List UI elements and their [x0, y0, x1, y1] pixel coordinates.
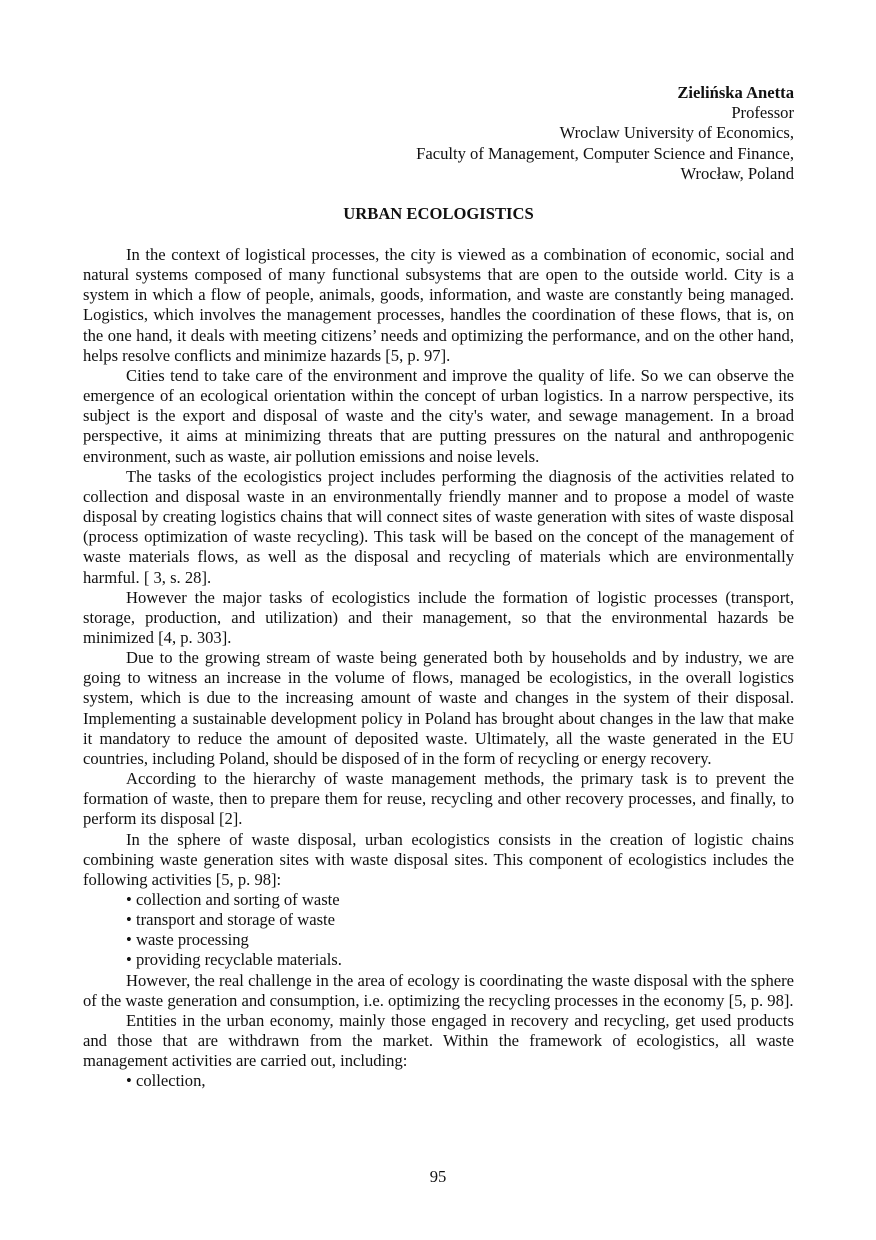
author-location: Wrocław, Poland	[680, 163, 794, 183]
paragraph: Cities tend to take care of the environment and improve the quality of life. So we can observe the emergence of an ecological orientation within the concept of urban logistics. In a narrow perspective, its subject is the export and disposal of waste and the city's water, and sewage management. In a broad perspective, it aims at minimizing threats that are putting pressures on the natural and anthropogenic environment, such as waste, air pollution emissions and noise levels.	[83, 365, 794, 466]
activities-list	[83, 890, 794, 971]
paper-title: URBAN ECOLOGISTICS	[343, 204, 534, 223]
list-item: • collection,	[126, 1071, 206, 1091]
author-position: Professor	[731, 103, 794, 123]
list-item: • collection and sorting of waste	[126, 890, 340, 909]
list-item: • transport and storage of waste	[126, 910, 336, 930]
paragraph: Due to the growing stream of waste being generated both by households and by industry, we are going to witness an increase in the volume of flows, managed be ecologistics, in the overall logistics system, which is due to the increasing amount of waste and changes in the system of their disposal. Implementing a sustainable development policy in Poland has brought about changes in the law that make it mandatory to reduce the amount of deposited waste. Ultimately, all the waste generated in the EU countries, including Poland, should be disposed of in the form of recycling or energy recovery.	[83, 648, 794, 768]
author-name: Zielińska Anetta	[677, 83, 794, 102]
list-item: • providing recyclable materials.	[126, 950, 342, 970]
paragraph: However the major tasks of ecologistics include the formation of logistic processes (transport, storage, production, and utilization) and their management, so that the environmental hazards be minimized [4, p. 303].	[83, 587, 794, 647]
paper-body	[83, 245, 794, 1092]
paragraph: In the context of logistical processes, the city is viewed as a combination of economic, social and natural systems composed of many functional subsystems that are open to the outside world. City is a system in which a flow of people, animals, goods, information, and waste are constantly being managed. Logistics, which involves the management processes, handles the coordination of these flows, that is, on the one hand, it deals with meeting citizens’ needs and optimizing the performance, and on the other hand, helps resolve conflicts and minimize hazards [5, p. 97].	[83, 245, 794, 365]
author-affiliation-faculty: Faculty of Management, Computer Science and Finance,	[416, 143, 794, 163]
author-affiliation-university: Wroclaw University of Economics,	[559, 123, 794, 143]
paragraph: Entities in the urban economy, mainly those engaged in recovery and recycling, get used products and those that are withdrawn from the market. Within the framework of ecologistics, all waste management activities are carried out, including:	[83, 1010, 794, 1071]
waste-management-list	[83, 1071, 794, 1091]
list-item: • waste processing	[126, 930, 249, 950]
paragraph: The tasks of the ecologistics project includes performing the diagnosis of the activities related to collection and disposal waste in an environmentally friendly manner and to propose a model of waste disposal by creating logistics chains that will connect sites of waste generation with sites of waste disposal (process optimization of waste recycling). This task will be based on the concept of the management of waste materials flows, as well as the disposal and recycling of materials which are environmentally harmful. [ 3, s. 28].	[83, 466, 794, 587]
paragraph: According to the hierarchy of waste management methods, the primary task is to prevent the formation of waste, then to prepare them for reuse, recycling and other recovery processes, and finally, to perform its disposal [2].	[83, 769, 794, 829]
paragraph: However, the real challenge in the area of ecology is coordinating the waste disposal with the sphere of the waste generation and consumption, i.e. optimizing the recycling processes in the economy [5, p. 98].	[83, 970, 794, 1010]
page-number: 95	[429, 1167, 447, 1186]
paragraph: In the sphere of waste disposal, urban ecologistics consists in the creation of logistic chains combining waste generation sites with waste disposal sites. This component of ecologistics includes the following activities [5, p. 98]:	[83, 829, 794, 889]
author-block	[416, 83, 794, 184]
